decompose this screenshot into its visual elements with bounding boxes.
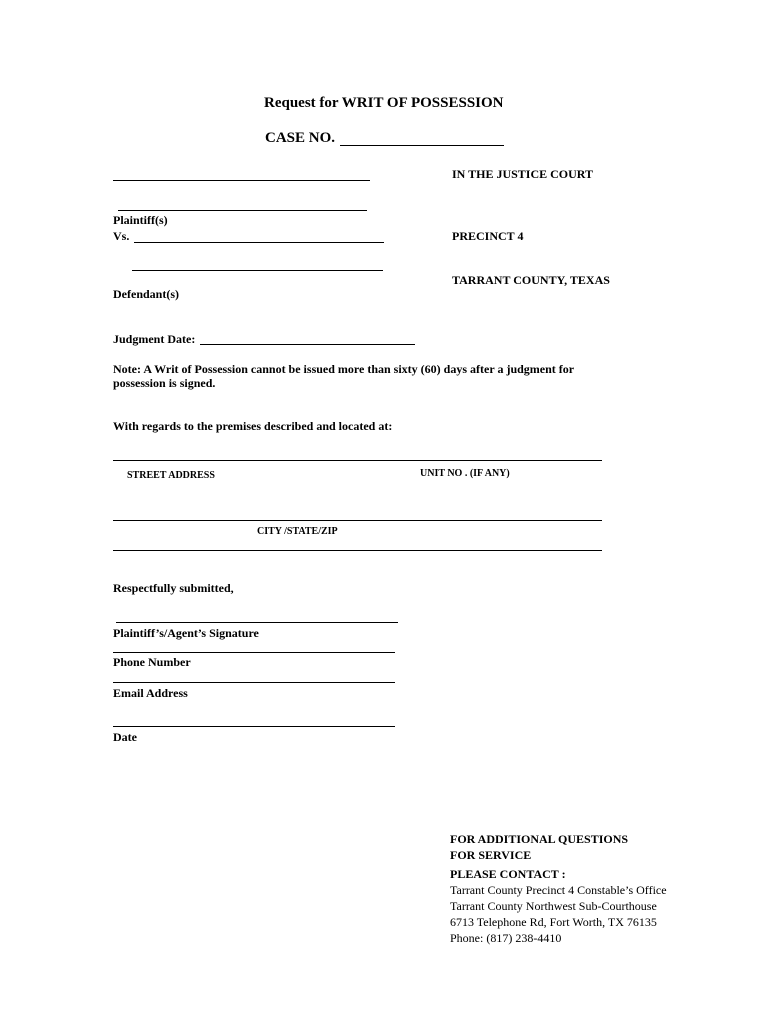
judgment-date-line[interactable] [200, 344, 415, 345]
precinct-label: PRECINCT 4 [452, 229, 524, 243]
note-line-2: possession is signed. [113, 376, 216, 390]
city-state-zip-label: CITY /STATE/ZIP [257, 526, 338, 537]
judgment-date-label: Judgment Date: [113, 332, 196, 346]
contact-office: Tarrant County Precinct 4 Constable’s Office [450, 883, 667, 897]
contact-heading-2: FOR SERVICE [450, 848, 532, 862]
defendant-label: Defendant(s) [113, 287, 179, 301]
contact-building: Tarrant County Northwest Sub-Courthouse [450, 899, 657, 913]
plaintiff-name-line-1[interactable] [113, 180, 370, 181]
contact-heading-1: FOR ADDITIONAL QUESTIONS [450, 832, 629, 846]
premises-intro: With regards to the premises described and located at: [113, 419, 393, 433]
vs-label: Vs. [113, 229, 130, 243]
city-state-zip-line[interactable] [113, 520, 602, 521]
premises-extra-line[interactable] [113, 550, 602, 551]
contact-phone: Phone: (817) 238-4410 [450, 931, 562, 945]
please-contact-label: PLEASE CONTACT : [450, 867, 566, 881]
plaintiff-label: Plaintiff(s) [113, 213, 168, 227]
phone-label: Phone Number [113, 655, 191, 669]
email-line[interactable] [113, 682, 395, 683]
street-address-line[interactable] [113, 460, 602, 461]
date-line[interactable] [113, 726, 395, 727]
unit-number-label: UNIT NO . (IF ANY) [420, 468, 510, 479]
plaintiff-name-line-2[interactable] [118, 210, 367, 211]
note-line-1: Note: A Writ of Possession cannot be issued more than sixty (60) days after a judgment for [113, 362, 575, 376]
signature-label: Plaintiff’s/Agent’s Signature [113, 626, 259, 640]
contact-address: 6713 Telephone Rd, Fort Worth, TX 76135 [450, 915, 657, 929]
signature-line[interactable] [116, 622, 398, 623]
county-label: TARRANT COUNTY, TEXAS [452, 273, 610, 287]
contact-block [450, 831, 667, 946]
case-number-label: CASE NO. [265, 130, 336, 146]
street-address-label: STREET ADDRESS [127, 470, 215, 481]
email-label: Email Address [113, 686, 188, 700]
case-number-line[interactable] [340, 145, 504, 146]
date-label: Date [113, 730, 137, 744]
defendant-name-line-1[interactable] [134, 242, 384, 243]
defendant-name-line-2[interactable] [132, 270, 383, 271]
phone-line[interactable] [113, 652, 395, 653]
respectfully-submitted: Respectfully submitted, [113, 581, 234, 595]
court-name: IN THE JUSTICE COURT [452, 167, 594, 181]
form-title: Request for WRIT OF POSSESSION [264, 95, 504, 111]
